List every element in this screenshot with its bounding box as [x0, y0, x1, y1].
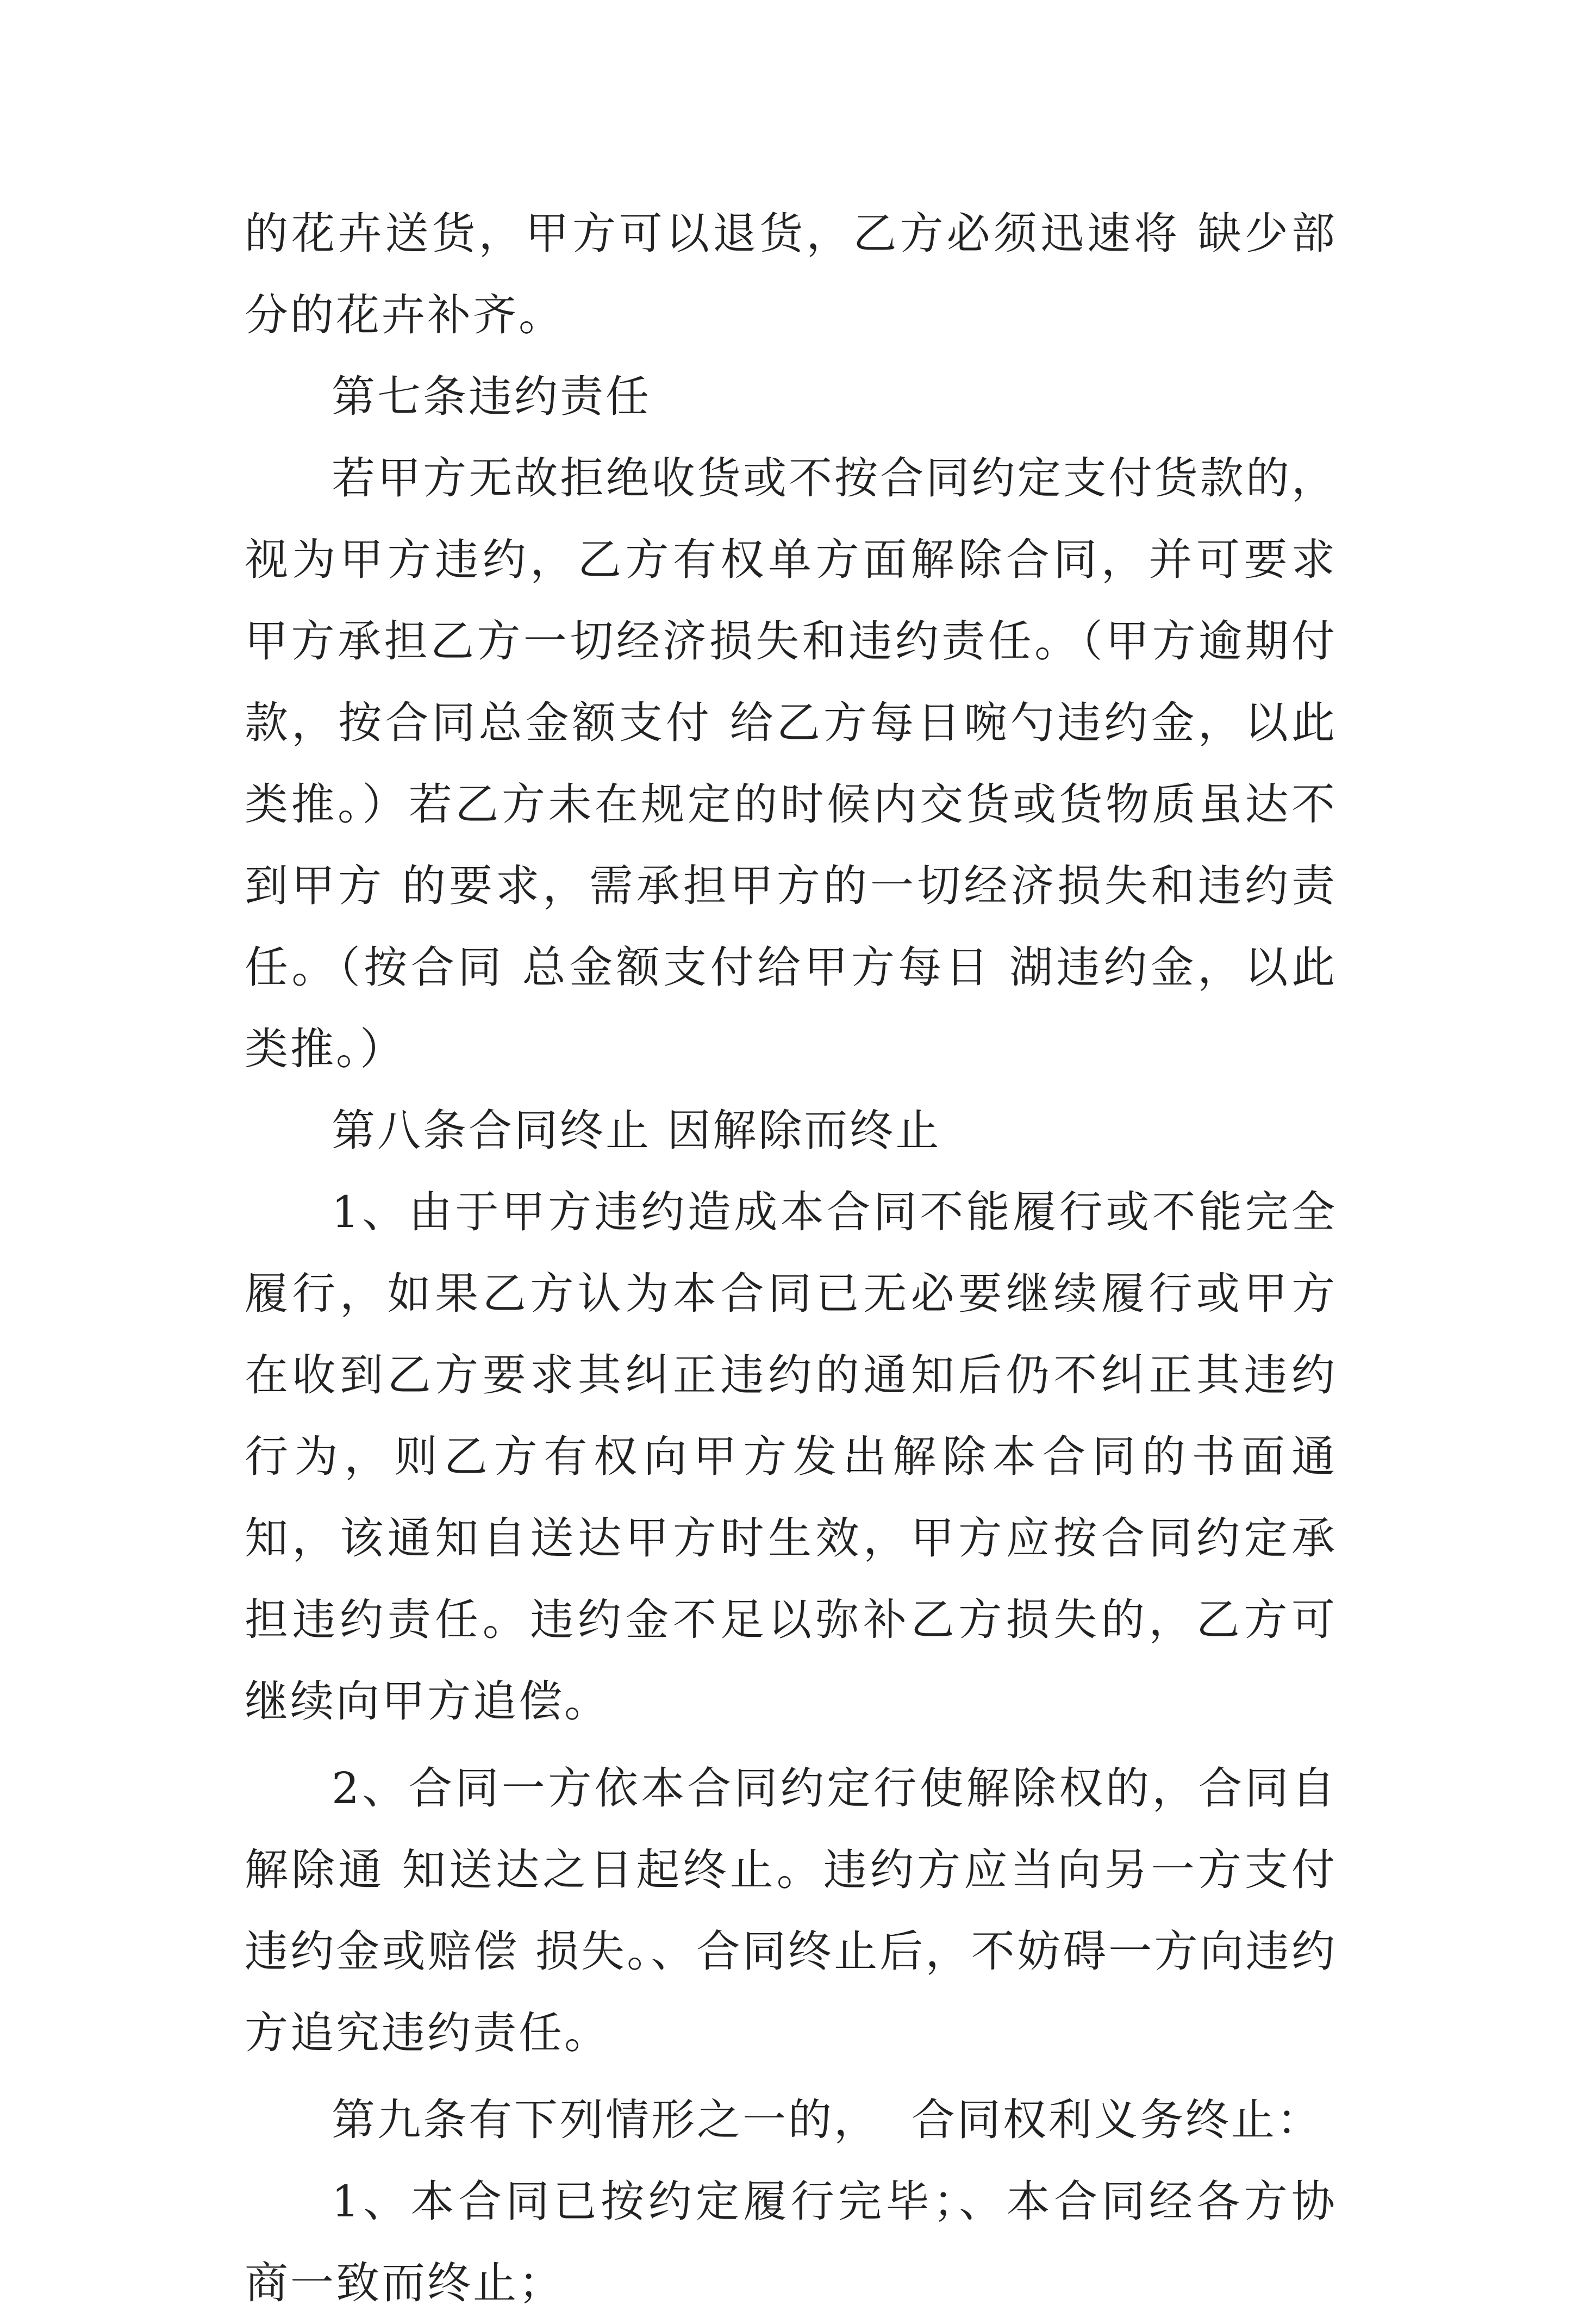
article-8-heading: 第八条合同终止 因解除而终止: [332, 1105, 941, 1156]
paragraph-termination-conditions: 1、本合同已按约定履行完毕；、本合同经各方协商一致而终止；: [245, 2176, 1337, 2308]
paragraph-termination-clause-2: 2、合同一方依本合同约定行使解除权的，合同自解除通 知送达之日起终止。违约方应当向另一方支付违约金或赔偿 损失。、合同终止后，不妨碍一方向违约方追究违约责任。: [245, 1763, 1337, 2058]
article-9-heading: 第九条有下列情形之一的， 合同权利义务终止：: [332, 2095, 1322, 2145]
document-body: [245, 193, 1337, 2324]
paragraph-termination-clause-1: 1、由于甲方违约造成本合同不能履行或不能完全履行，如果乙方认为本合同已无必要继续履行或甲方在收到乙方要求其纠正违约的通知后仍不纠正其违约行为，则乙方有权向甲方发出解除本合同的书面通知，该通知自送达甲方时生效，甲方应按合同约定承担违约责任。违约金不足以弥补乙方损失的，乙方可继续向甲方追偿。: [245, 1187, 1337, 1727]
article-7-heading: 第七条违约责任: [332, 371, 651, 422]
paragraph-breach-liability: 若甲方无故拒绝收货或不按合同约定支付货款的，视为甲方违约，乙方有权单方面解除合同，并可要求甲方承担乙方一切经济损失和违约责任。（甲方逾期付款，按合同总金额支付 给乙方每日啘勺违约金，以此类推。）若乙方未在规定的时候内交货或货物质虽达不到甲方 的要求，需承担甲方的一切经济损失和违约责任。（按合同 总金额支付给甲方每日 湖违约金，以此类推。）: [245, 453, 1337, 1074]
paragraph-continuation: 的花卉送货，甲方可以退货，乙方必须迅速将 缺少部分的花卉补齐。: [245, 208, 1337, 340]
